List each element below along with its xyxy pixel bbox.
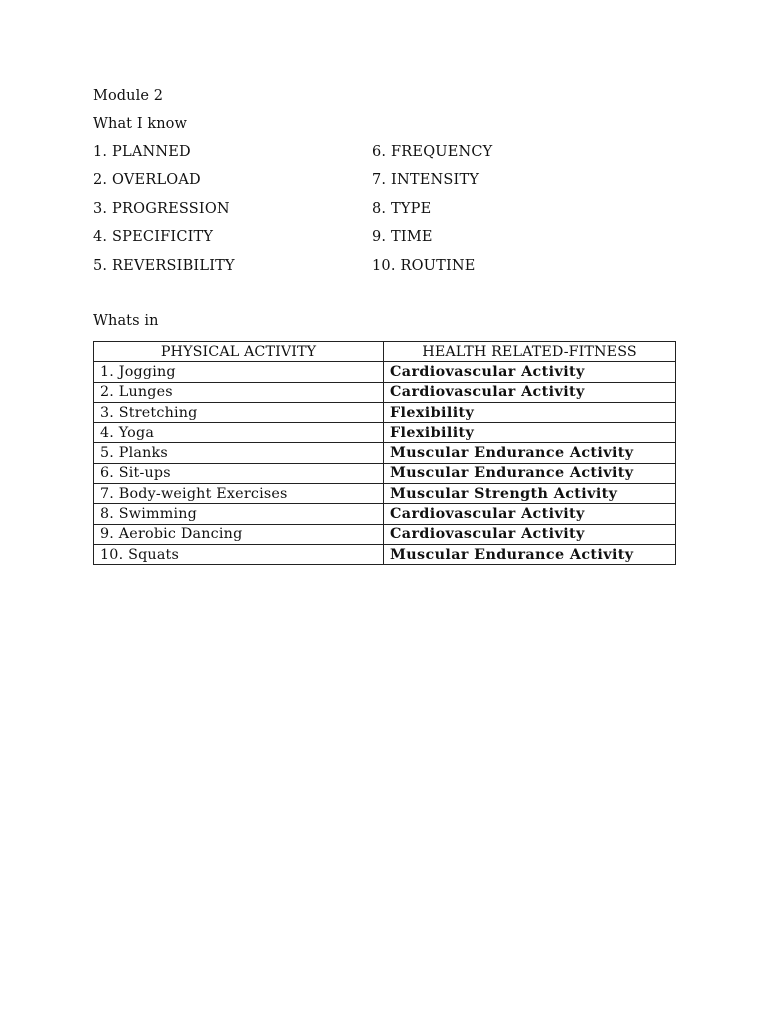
- activity-cell: 5. Planks: [94, 443, 384, 463]
- activity-fitness-table: [93, 341, 676, 565]
- list-item: 5. REVERSIBILITY: [93, 257, 235, 274]
- activity-cell: 1. Jogging: [94, 362, 384, 382]
- activity-cell: 4. Yoga: [94, 423, 384, 443]
- activity-cell: 9. Aerobic Dancing: [94, 524, 384, 544]
- table-row: [94, 524, 676, 544]
- activity-cell: 6. Sit-ups: [94, 463, 384, 483]
- table-header-row: [94, 342, 676, 362]
- activity-cell: 2. Lunges: [94, 382, 384, 402]
- list-item: 7. INTENSITY: [372, 172, 480, 189]
- fitness-cell: Muscular Endurance Activity: [384, 443, 676, 463]
- fitness-cell: Cardiovascular Activity: [384, 524, 676, 544]
- activity-cell: 8. Swimming: [94, 504, 384, 524]
- table-row: [94, 463, 676, 483]
- fitness-cell: Flexibility: [384, 423, 676, 443]
- list-item: 6. FREQUENCY: [372, 144, 493, 160]
- module-title: Module 2: [93, 88, 164, 104]
- table-row: [94, 504, 676, 524]
- fitness-cell: Muscular Strength Activity: [384, 484, 676, 504]
- column-header-health-related-fitness: HEALTH RELATED-FITNESS: [384, 342, 676, 362]
- list-item: 8. TYPE: [372, 200, 432, 217]
- list-item: 1. PLANNED: [93, 144, 191, 160]
- table-row: [94, 544, 676, 564]
- list-item: 9. TIME: [372, 229, 433, 246]
- fitness-cell: Cardiovascular Activity: [384, 382, 676, 402]
- table-row: [94, 423, 676, 443]
- what-i-know-list-right: [372, 143, 492, 285]
- activity-cell: 10. Squats: [94, 544, 384, 564]
- activity-cell: 3. Stretching: [94, 402, 384, 422]
- fitness-cell: Muscular Endurance Activity: [384, 544, 676, 564]
- fitness-cell: Muscular Endurance Activity: [384, 463, 676, 483]
- fitness-cell: Cardiovascular Activity: [384, 362, 676, 382]
- list-item: 4. SPECIFICITY: [93, 229, 214, 246]
- fitness-cell: Flexibility: [384, 402, 676, 422]
- what-i-know-list-left: [93, 143, 235, 285]
- list-item: 3. PROGRESSION: [93, 200, 230, 217]
- whats-in-heading: Whats in: [93, 313, 159, 329]
- activity-cell: 7. Body-weight Exercises: [94, 484, 384, 504]
- table-row: [94, 382, 676, 402]
- table-row: [94, 443, 676, 463]
- column-header-physical-activity: PHYSICAL ACTIVITY: [94, 342, 384, 362]
- table-row: [94, 362, 676, 382]
- table-row: [94, 402, 676, 422]
- fitness-cell: Cardiovascular Activity: [384, 504, 676, 524]
- list-item: 2. OVERLOAD: [93, 172, 201, 189]
- table-row: [94, 484, 676, 504]
- list-item: 10. ROUTINE: [372, 257, 476, 274]
- what-i-know-heading: What I know: [93, 116, 188, 132]
